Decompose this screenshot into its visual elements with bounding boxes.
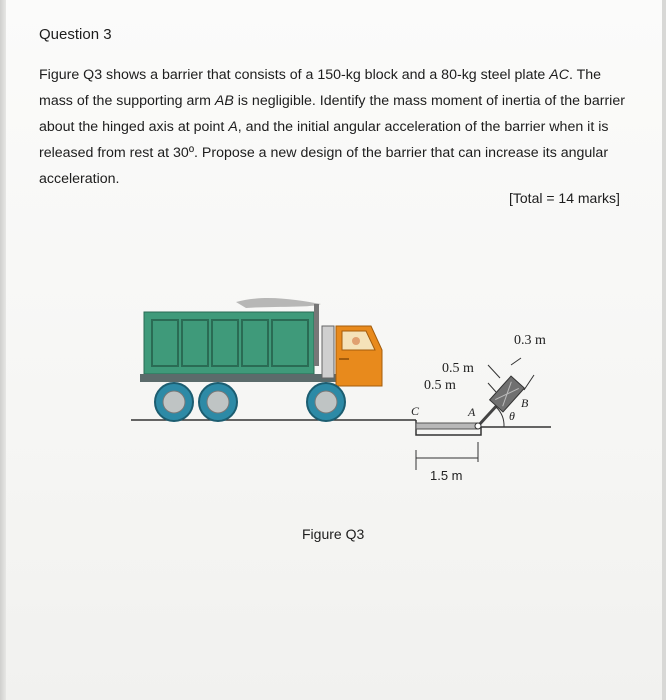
label-c: C — [411, 404, 420, 418]
truck-wheel — [155, 383, 193, 421]
dim-top-label: 0.3 m — [514, 333, 546, 348]
dim-bottom-label: 1.5 m — [430, 468, 463, 483]
total-marks: [Total = 14 marks] — [509, 190, 620, 206]
label-theta: θ — [509, 409, 515, 423]
figure-q3-diagram — [126, 290, 566, 500]
question-title: Question 3 — [39, 26, 112, 43]
label-a: A — [468, 405, 476, 419]
exhaust-smoke — [236, 298, 321, 308]
question-body — [39, 62, 634, 192]
body-part-symbol: AB — [214, 93, 234, 109]
barrier-plate-ac — [416, 423, 478, 429]
body-part: is negligible. Identify the mass moment of inertia of the barrier about the hinged axis at point — [39, 93, 625, 135]
body-part: . The mass of the supporting arm — [39, 67, 602, 109]
body-part-symbol: AC — [549, 67, 569, 83]
body-part: Figure Q3 shows a barrier that consists of a 150-kg block and a 80-kg steel plate — [39, 67, 550, 83]
label-b: B — [521, 396, 529, 410]
truck-wheel — [199, 383, 237, 421]
truck-cab — [322, 326, 382, 386]
exhaust-stack — [314, 304, 319, 366]
hinge-a — [475, 423, 481, 429]
truck-wheel — [307, 383, 345, 421]
dim-mid2-label: 0.5 m — [424, 378, 456, 393]
figure-caption: Figure Q3 — [302, 526, 365, 542]
dim-mid1-label: 0.5 m — [442, 361, 474, 376]
body-part-symbol: A — [228, 119, 238, 135]
document-page — [6, 0, 662, 700]
body-part: , and the initial angular acceleration of the barrier when it is released from rest at 30º. Propose a new design of the barrier that can increase its angular acceleration. — [39, 119, 609, 187]
